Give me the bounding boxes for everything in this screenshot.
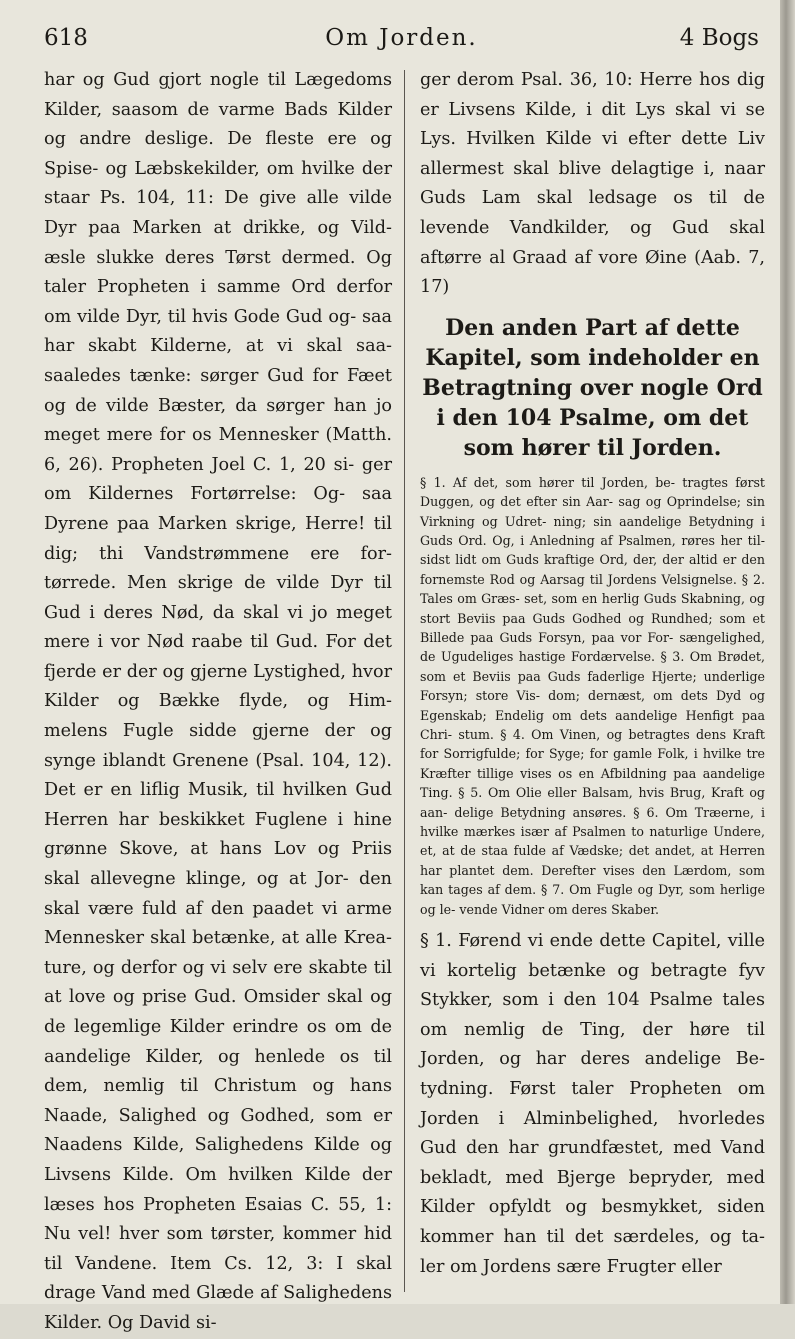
section-heading: Den anden Part af dette Kapitel, som indeholder en Betragtning over nogle Ord i den 104 Psalme, om det som hører til Jorden. (422, 314, 763, 461)
right-intro-text: ger derom Psal. 36, 10: Herre hos dig er Livsens Kilde, i dit Lys skal vi se Lys. Hvilken Kilde vi efter dette Liv allermest skal blive delagtige i, naar Guds Lam skal ledsage os til de levende Vandkilder, og Gud skal aftørre al Graad af vore Øine (Aab. 7, 17) (420, 70, 765, 298)
page-number: 618 (44, 25, 88, 51)
left-column-text: har og Gud gjort nogle til Lægedoms Kilder, saasom de varme Bads Kilder og andre deslige. De fleste ere og Spise- og Læbskekilder, om hvilke der staar Ps. 104, 11: De give alle vilde Dyr paa Marken at drikke, og Vild- æsle slukke deres Tørst dermed. Og taler Propheten i samme Ord derfor om vilde Dyr, til hvis Gode Gud og- saa har skabt Kilderne, at vi skal saa- saaledes tænke: sørger Gud for Fæet og de vilde Bæster, da sørger han jo meget mere for os Mennesker (Matth. 6, 26). Propheten Joel C. 1, 20 si- ger om Kildernes Fortørrelse: Og- saa Dyrene paa Marken skrige, Herre! til dig; thi Vandstrømmene ere for- tørrede. Men skrige de vilde Dyr til Gud i deres Nød, da skal vi jo meget mere i vor Nød raabe til Gud. For det fjerde er der og gjerne Lystighed, hvor Kilder og Bække flyde, og Him- melens Fugle sidde gjerne der og synge iblandt Grenene (Psal. 104, 12). Det er en liflig Musik, til hvilken Gud Herren har beskikket Fuglene i hine grønne Skove, at hans Lov og Priis skal allevegne klinge, og at Jor- den skal være fuld af den paadet vi arme Mennesker skal betænke, at alle Krea- ture, og derfor og vi selv ere skabte til at love og prise Gud. Omsider skal og de legemlige Kilder erindre os om de aandelige Kilder, og henlede os til dem, nemlig til Christum og hans Naade, Salighed og Godhed, som er Naadens Kilde, Salighedens Kilde og Livsens Kilde. Om hvilken Kilde der læses hos Propheten Esaias C. 55, 1: Nu vel! hver som tørster, kommer hid til Vandene. Item Cs. 12, 3: I skal drage Vand med Glæde af Salighedens Kilder. Og David si- (44, 70, 392, 1333)
signature-mark: 4 Bogs (679, 25, 759, 51)
section-paragraph-1: § 1. Førend vi ende dette Capitel, ville vi kortelig betænke og betragte fyv Stykker, som i den 104 Psalme tales om nemlig de Ting, der høre til Jorden, og har deres andelige Be- tydning. Først taler Propheten om Jorden i Alminbelighed, hvorledes Gud den har grundfæstet, med Vand bekladt, med Bjerge bepryder, med Kilder opfyldt og besmykket, siden kommer han til det særdeles, og ta- ler om Jordens sære Frugter eller (420, 931, 765, 1277)
page-header (44, 20, 759, 56)
section-summary: § 1. Af det, som hører til Jorden, be- tragtes først Duggen, og det efter sin Aar- sag og Oprindelse; sin Virkning og Udret- ning; sin aandelige Betydning i Guds Ord. Og, i Anledning af Psalmen, røres her til- sidst lidt om Guds kraftige Ord, der, der altid er den fornemste Rod og Aarsag til Jordens Velsignelse. § 2. Tales om Græs- set, som en herlig Guds Skabning, og stort Beviis paa Guds Godhed og Rundhed; som et Billede paa Guds Forsyn, paa vor For- sængelighed, de Ugudeliges hastige Fordærvelse. § 3. Om Brødet, som et Beviis paa Guds faderlige Hjerte; underlige Forsyn; store Vis- dom; dernæst, om dets Dyd og Egenskab; Endelig om dets aandelige Henfigt paa Chri- stum. § 4. Om Vinen, og betragtes dens Kraft for Sorrigfulde; for Syge; for gamle Folk, i hvilke tre Kræfter tillige vises os en Afbildning paa aandelige Ting. § 5. Om Olie eller Balsam, hvis Brug, Kraft og aan- delige Betydning ansøres. § 6. Om Træerne, i hvilke mærkes især af Psalmen to naturlige Undere, et, at de staa fulde af Vædske; det andet, at Herren har plantet dem. Derefter vises den Lærdom, som kan tages af dem. § 7. Om Fugle og Dyr, som herlige og le- vende Vidner om deres Skaber. (420, 474, 765, 917)
left-column (44, 66, 392, 1333)
column-divider (404, 70, 405, 1292)
running-title: Om Jorden. (325, 25, 478, 51)
right-column (420, 66, 765, 1296)
page-edge (780, 0, 795, 1304)
